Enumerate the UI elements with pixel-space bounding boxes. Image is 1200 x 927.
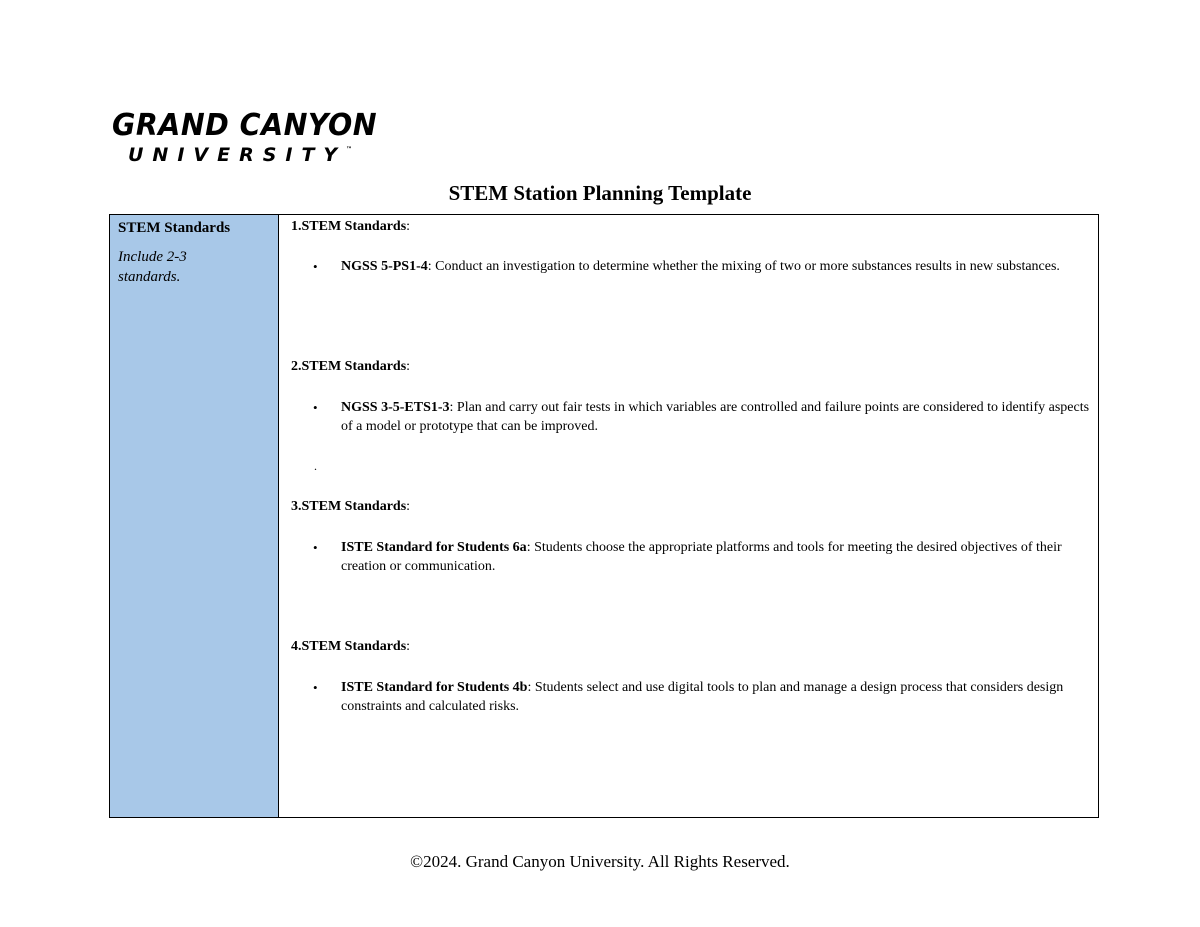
standard-item: NGSS 5-PS1-4: Conduct an investigation to determine whether the mixing of two or more substances results in new substances. bbox=[341, 259, 1060, 274]
standards-label-note: Include 2-3 standards. bbox=[118, 249, 187, 285]
standards-content-cell[interactable] bbox=[279, 215, 1098, 817]
stray-mark: . bbox=[314, 459, 317, 473]
bullet-icon: • bbox=[313, 680, 318, 695]
standards-label-header: STEM Standards bbox=[118, 220, 231, 236]
logo-wordmark-line1: GRAND CANYON bbox=[112, 108, 378, 143]
standard-heading: 4.STEM Standards: bbox=[291, 639, 411, 654]
page-title: STEM Station Planning Template bbox=[448, 181, 752, 205]
logo-wordmark-line2: UNIVERSITY bbox=[128, 144, 347, 166]
standard-item: NGSS 3-5-ETS1-3: Plan and carry out fair tests in which variables are controlled and failure points are considered to identify aspects of a model or prototype that can be improved. bbox=[341, 400, 1090, 434]
standard-item: ISTE Standard for Students 4b: Students select and use digital tools to plan and manage a design process that considers design constraints and calculated risks. bbox=[341, 680, 1064, 714]
bullet-icon: • bbox=[313, 259, 318, 274]
bullet-icon: • bbox=[313, 400, 318, 415]
bullet-icon: • bbox=[313, 540, 318, 555]
standard-heading: 3.STEM Standards: bbox=[291, 499, 411, 514]
copyright-footer: ©2024. Grand Canyon University. All Rights Reserved. bbox=[410, 852, 790, 871]
gcu-logo bbox=[112, 108, 378, 170]
logo-trademark: ™ bbox=[346, 146, 352, 153]
standard-heading: 2.STEM Standards: bbox=[291, 359, 411, 374]
standards-table bbox=[109, 214, 1099, 818]
standards-label-cell bbox=[110, 215, 279, 817]
standard-heading: 1.STEM Standards: bbox=[291, 219, 411, 234]
standard-item: ISTE Standard for Students 6a: Students choose the appropriate platforms and tools for meeting the desired objectives of their creation or communication. bbox=[341, 540, 1062, 574]
